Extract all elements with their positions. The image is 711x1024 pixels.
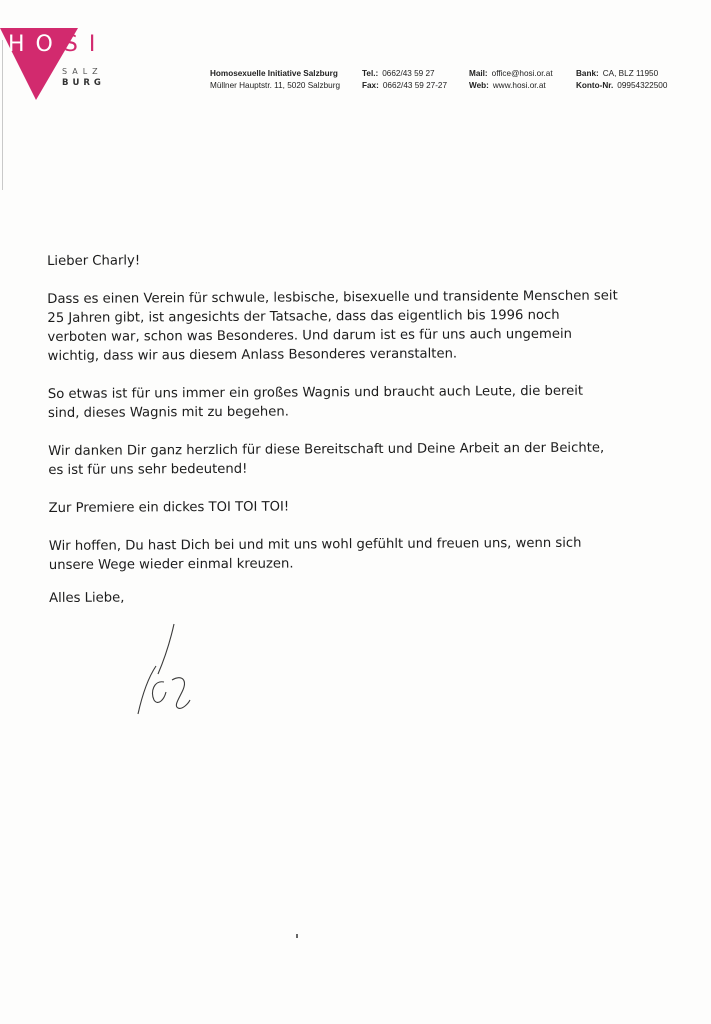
letterhead-organization [210, 68, 340, 92]
mail-label: Mail: [469, 69, 488, 78]
handwritten-signature [128, 622, 198, 722]
tel-label: Tel.: [362, 69, 379, 78]
closing: Alles Liebe, [49, 590, 125, 606]
paragraph-4: Zur Premiere ein dickes TOI TOI TOI! [48, 499, 290, 516]
logo-letter-h: H [8, 32, 26, 57]
paragraph-1: Dass es einen Verein für schwule, lesbische, bisexuelle und transidente Menschen seit 25 Jahren gibt, ist angesichts der Tatsache, dass das eigentlich bis 1996 noch verboten war, schon was Besonderes. Und darum ist es für uns auch ungemein wichtig, dass wir aus diesem Anlass Besonderes veranstalten. [47, 288, 618, 364]
org-name: Homosexuelle Initiative Salzburg [210, 69, 338, 78]
bank-label: Bank: [576, 69, 599, 78]
letter-body [47, 248, 629, 627]
paragraph-5: Wir hoffen, Du hast Dich bei und mit uns wohl gefühlt und freuen uns, wenn sich unsere Wege wieder einmal kreuzen. [48, 535, 582, 573]
salutation: Lieber Charly! [47, 253, 141, 269]
web-value: www.hosi.or.at [492, 81, 546, 90]
logo-letter-o: O [35, 32, 54, 57]
konto-value: 09954322500 [617, 81, 668, 90]
hosi-logo [0, 24, 140, 104]
bank-value: CA, BLZ 11950 [602, 69, 659, 78]
letterhead-phone [362, 68, 447, 92]
konto-label: Konto-Nr. [576, 81, 614, 90]
logo-letter-s: S [63, 32, 79, 57]
logo-salz: SALZ [62, 67, 103, 76]
letterhead-contact [469, 68, 553, 92]
tel-value: 0662/43 59 27 [382, 69, 435, 78]
letterhead-bank [576, 68, 667, 92]
scan-speck [296, 934, 298, 938]
logo-burg: BURG [62, 78, 105, 88]
logo-letter-i: I [88, 32, 97, 57]
web-label: Web: [469, 81, 489, 90]
paragraph-3: Wir danken Dir ganz herzlich für diese Bereitschaft und Deine Arbeit an der Beichte, es ist für uns sehr bedeutend! [48, 440, 605, 478]
fax-value: 0662/43 59 27-27 [382, 81, 448, 90]
paragraph-2: So etwas ist für uns immer ein großes Wagnis und braucht auch Leute, die bereit sind, dieses Wagnis mit zu begehen. [47, 383, 584, 421]
fax-label: Fax: [362, 81, 379, 90]
logo-wordmark [8, 32, 96, 57]
mail-value: office@hosi.or.at [491, 69, 553, 78]
org-address: Müllner Hauptstr. 11, 5020 Salzburg [210, 81, 341, 90]
